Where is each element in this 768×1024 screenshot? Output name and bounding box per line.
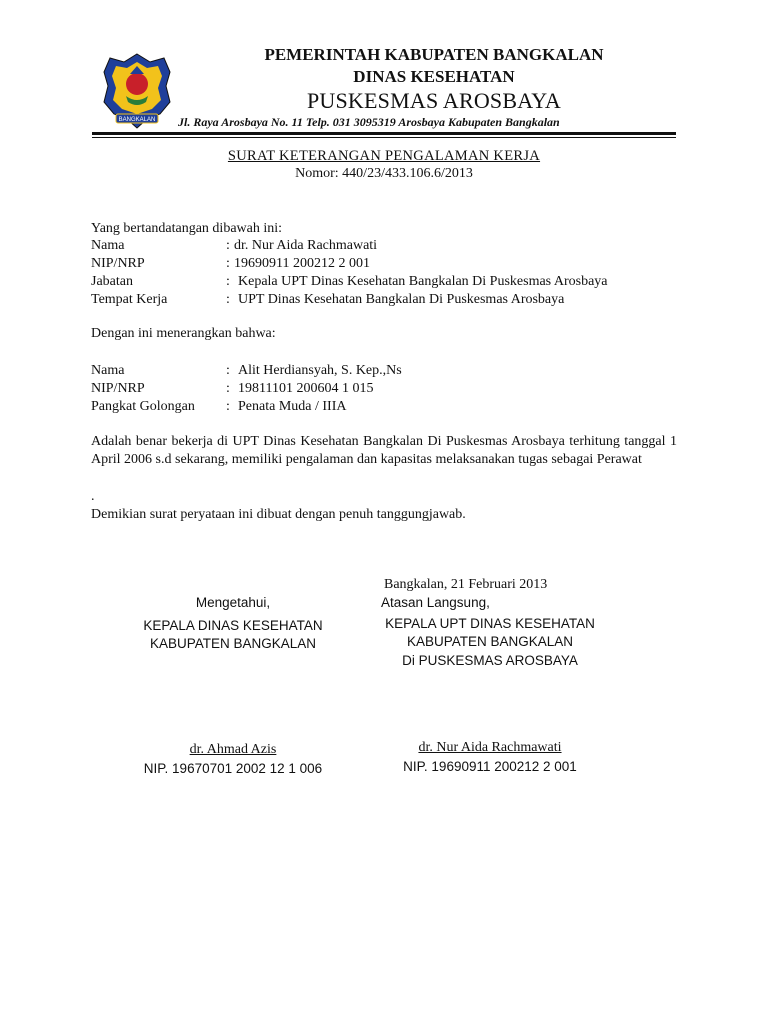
letterhead-rule-thick: [92, 132, 676, 135]
subject-name-value: Alit Herdiansyah, S. Kep.,Ns: [238, 363, 402, 378]
subject-rank-label: Pangkat Golongan: [91, 399, 195, 414]
subject-rank-colon: :: [226, 399, 230, 414]
closing-statement: Demikian surat peryataan ini dibuat dengan penuh tanggungjawab.: [91, 507, 466, 522]
signer-name-label: Nama: [91, 238, 125, 253]
signer-name-colon: :: [226, 238, 230, 253]
letterhead-government: PEMERINTAH KABUPATEN BANGKALAN: [264, 45, 604, 64]
letterhead-institution: PUSKESMAS AROSBAYA: [306, 88, 562, 113]
letterhead-rule-thin: [92, 137, 676, 138]
letterhead-department: DINAS KESEHATAN: [353, 67, 515, 86]
subject-nip-colon: :: [226, 381, 230, 396]
signer-workplace-value: UPT Dinas Kesehatan Bangkalan Di Puskesmas Arosbaya: [238, 292, 565, 307]
right-title-2: KABUPATEN BANGKALAN: [406, 634, 574, 649]
signer-intro: Yang bertandatangan dibawah ini:: [91, 221, 283, 236]
subject-intro: Dengan ini menerangkan bahwa:: [91, 326, 276, 341]
left-title-1: KEPALA DINAS KESEHATAN: [143, 618, 323, 633]
signer-workplace-colon: :: [226, 292, 230, 307]
signer-position-value: Kepala UPT Dinas Kesehatan Bangkalan Di Puskesmas Arosbaya: [238, 274, 608, 289]
subject-nip-value: 19811101 200604 1 015: [238, 381, 374, 396]
left-signatory-name: dr. Ahmad Azis: [189, 742, 277, 757]
signer-position-label: Jabatan: [91, 274, 133, 289]
letter-title: SURAT KETERANGAN PENGALAMAN KERJA: [227, 148, 541, 164]
body-dot: .: [91, 489, 95, 504]
body-paragraph: Adalah benar bekerja di UPT Dinas Kesehatan Bangkalan Di Puskesmas Arosbaya terhitung tanggal 1 April 2006 s.d sekarang, memiliki pengalaman dan kapasitas melaksanakan tugas sebagai Perawat: [91, 434, 677, 467]
signer-position-colon: :: [226, 274, 230, 289]
left-greeting: Mengetahui,: [195, 595, 271, 610]
right-signatory-name: dr. Nur Aida Rachmawati: [418, 740, 562, 755]
letter-number: Nomor: 440/23/433.106.6/2013: [295, 166, 473, 181]
right-title-3: Di PUSKESMAS AROSBAYA: [402, 653, 578, 668]
subject-name-label: Nama: [91, 363, 125, 378]
signer-nip-value: 19690911 200212 2 001: [234, 256, 370, 271]
right-signatory-nip: NIP. 19690911 200212 2 001: [403, 759, 577, 774]
svg-text:BANGKALAN: BANGKALAN: [118, 117, 156, 123]
signer-nip-colon: :: [226, 256, 230, 271]
right-greeting: Atasan Langsung,: [381, 595, 490, 610]
signer-nip-label: NIP/NRP: [91, 256, 145, 271]
left-title-2: KABUPATEN BANGKALAN: [149, 636, 317, 651]
place-date: Bangkalan, 21 Februari 2013: [384, 577, 548, 592]
signer-workplace-label: Tempat Kerja: [91, 292, 168, 307]
right-title-1: KEPALA UPT DINAS KESEHATAN: [385, 616, 595, 631]
signer-name-value: dr. Nur Aida Rachmawati: [234, 238, 378, 253]
subject-name-colon: :: [226, 363, 230, 378]
letterhead-address: Jl. Raya Arosbaya No. 11 Telp. 031 3095319 Arosbaya Kabupaten Bangkalan: [178, 115, 560, 129]
left-signatory-nip: NIP. 19670701 2002 12 1 006: [143, 761, 323, 776]
subject-nip-label: NIP/NRP: [91, 381, 145, 396]
subject-rank-value: Penata Muda / IIIA: [238, 399, 347, 414]
